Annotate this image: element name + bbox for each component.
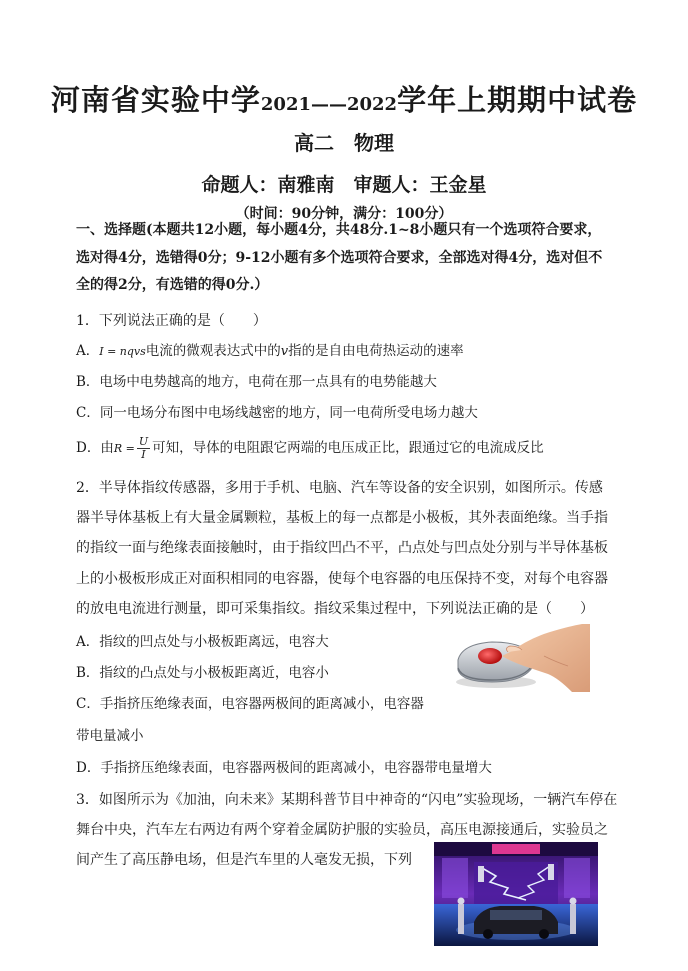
q1-option-c: C．同一电场分布图中电场线越密的地方，同一电荷所受电场力越大 — [76, 405, 478, 421]
q2-line-2: 器半导体基板上有大量金属颗粒，基板上的每一点都是小极板，其外表面绝缘。当手指 — [76, 510, 608, 526]
exam-title — [0, 78, 688, 119]
q1-a-tail: 指的是自由电荷热运动的速率 — [288, 343, 464, 359]
title-year: 2021——2022 — [260, 94, 398, 115]
q2-option-c-line-1: C．手指挤压绝缘表面，电容器两极间的距离减小，电容器 — [76, 696, 424, 712]
q1-a-formula: I = nqvs — [99, 345, 146, 358]
q2-option-c-line-2: 带电量减小 — [76, 728, 144, 744]
exam-subtitle: 高二 物理 — [294, 131, 394, 155]
title-suffix: 学年上期期中试卷 — [397, 83, 638, 117]
exam-authors: 命题人：南雅南 审题人：王金星 — [201, 174, 487, 196]
section-instruction-line-2: 选对得4分，选错得0分；9-12小题有多个选项符合要求，全部选对得4分，选对但不 — [76, 250, 603, 266]
q2-line-5: 的放电电流进行测量，即可采集指纹。指纹采集过程中，下列说法正确的是（ ） — [76, 601, 594, 617]
q1-a-var: v — [280, 344, 289, 359]
q1-d-fraction — [137, 436, 150, 461]
q1-d-prefix: D．由 — [76, 440, 114, 456]
section-instruction-line-3: 全的得2分，有选错的得0分.） — [76, 277, 269, 293]
lightning-stage-photo — [434, 842, 598, 946]
q1-a-prefix: A． — [76, 343, 100, 359]
q1-option-b: B．电场中电势越高的地方，电荷在那一点具有的电势能越大 — [76, 374, 437, 390]
q2-line-1: 2．半导体指纹传感器，多用于手机、电脑、汽车等设备的安全识别，如图所示。传感 — [76, 480, 603, 496]
exam-time-info: （时间：90分钟，满分：100分） — [235, 206, 453, 222]
q1-option-a — [76, 341, 636, 362]
q2-line-3: 的指纹一面与绝缘表面接触时，由于指纹凹凸不平，凸点处与凹点处分别与半导体基板 — [76, 540, 608, 556]
q1-d-tail: 可知，导体的电阻跟它两端的电压成正比，跟通过它的电流成反比 — [152, 440, 544, 456]
q1-d-denominator: I — [141, 448, 146, 461]
q1-stem: 1．下列说法正确的是（ ） — [76, 313, 267, 329]
fingerprint-sensor-illustration — [452, 622, 590, 692]
q1-a-text: 电流的微观表达式中的 — [145, 343, 281, 359]
q2-line-4: 上的小极板形成正对面积相同的电容器，使每个电容器的电压保持不变，对每个电容器 — [76, 571, 608, 587]
q1-option-d — [76, 436, 636, 461]
lightning-stage-illustration — [434, 842, 598, 946]
q3-line-3: 间产生了高压静电场，但是汽车里的人毫发无损，下列 — [76, 852, 412, 868]
q1-d-numerator: U — [138, 435, 149, 448]
q2-option-d: D．手指挤压绝缘表面，电容器两极间的距离减小，电容器带电量增大 — [76, 760, 492, 776]
q3-line-1: 3．如图所示为《加油，向未来》某期科普节目中神奇的“闪电”实验现场，一辆汽车停在 — [76, 792, 618, 808]
section-instruction-line-1: 一、选择题(本题共12小题，每小题4分，共48分.1~8小题只有一个选项符合要求， — [76, 222, 602, 238]
q1-d-formula-lhs: R = — [113, 442, 135, 455]
q2-option-b: B．指纹的凸点处与小极板距离近，电容小 — [76, 665, 329, 681]
title-prefix: 河南省实验中学 — [50, 83, 261, 117]
q2-option-a: A．指纹的凹点处与小极板距离远，电容大 — [76, 634, 329, 650]
q3-line-2: 舞台中央，汽车左右两边有两个穿着金属防护服的实验员，高压电源接通后，实验员之 — [76, 822, 608, 838]
fingerprint-sensor-photo — [452, 622, 590, 692]
